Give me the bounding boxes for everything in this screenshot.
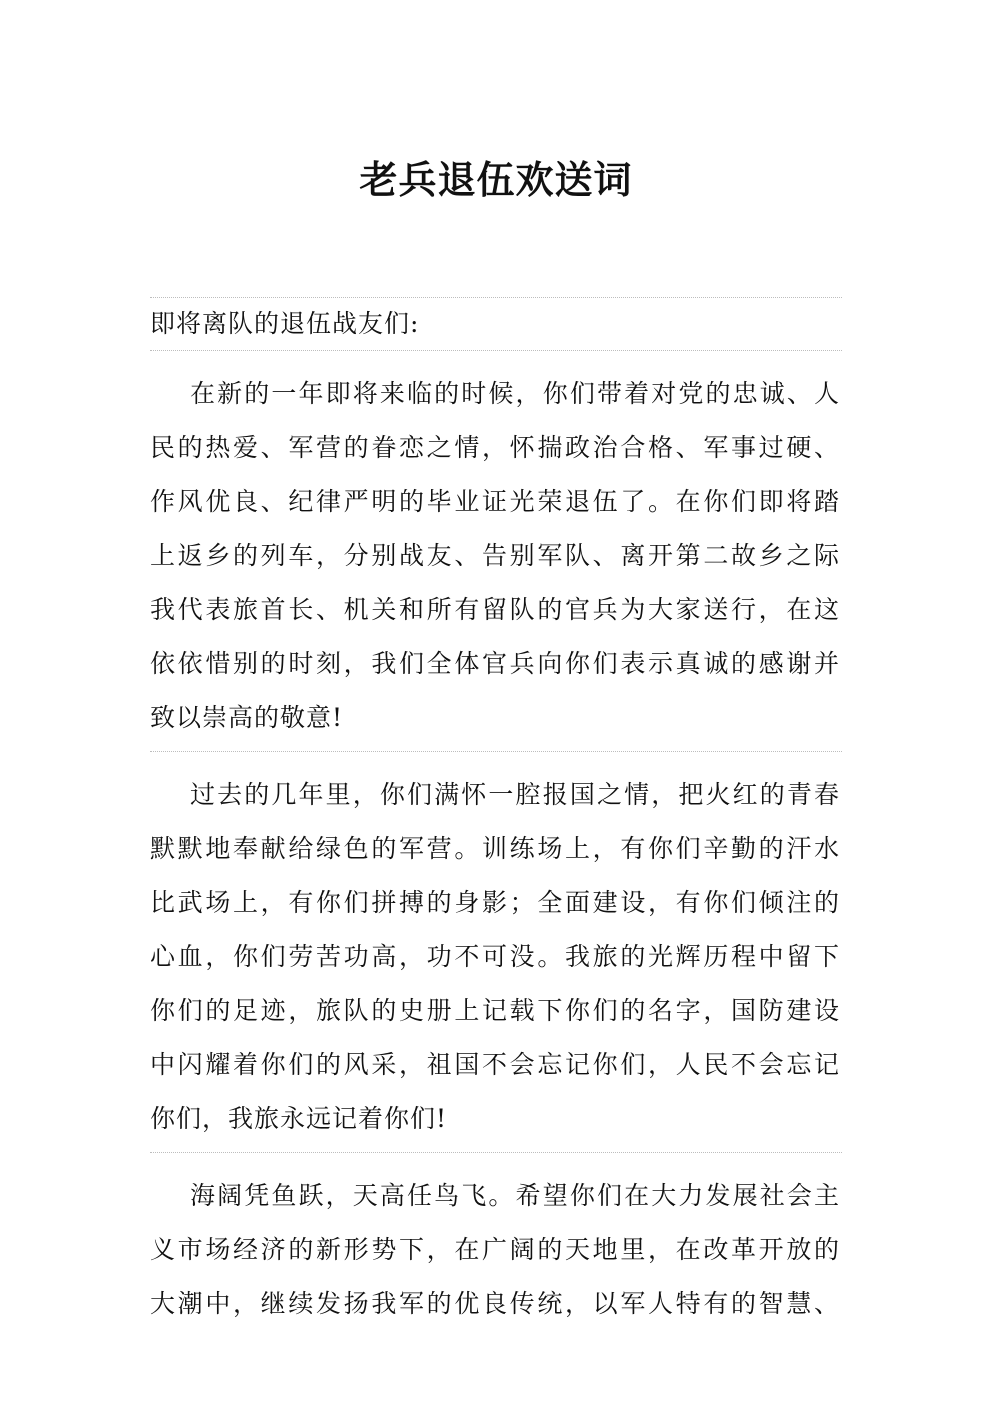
paragraph-line: 比武场上，有你们拼搏的身影；全面建设，有你们倾注的: [150, 888, 840, 917]
paragraph-line: 心血，你们劳苦功高，功不可没。我旅的光辉历程中留下: [150, 942, 840, 971]
paragraph-line: 海阔凭鱼跃，天高任鸟飞。希望你们在大力发展社会主: [190, 1181, 840, 1210]
paragraph: [150, 351, 842, 751]
paragraph-line: 上返乡的列车，分别战友、告别军队、离开第二故乡之际: [150, 541, 840, 570]
paragraph-line: 依依惜别的时刻，我们全体官兵向你们表示真诚的感谢并: [150, 649, 840, 678]
document-title: 老兵退伍欢送词: [359, 157, 633, 202]
salutation: 即将离队的退伍战友们:: [150, 309, 420, 338]
paragraph-line: 你们的足迹，旅队的史册上记载下你们的名字，国防建设: [150, 996, 840, 1025]
paragraph-line: 你们，我旅永远记着你们!: [150, 1104, 448, 1133]
paragraph: [150, 752, 842, 1152]
paragraph-line: 义市场经济的新形势下，在广阔的天地里，在改革开放的: [150, 1235, 840, 1264]
paragraph-line: 作风优良、纪律严明的毕业证光荣退伍了。在你们即将踏: [150, 487, 840, 516]
paragraph-line: 我代表旅首长、机关和所有留队的官兵为大家送行，在这: [150, 595, 840, 624]
paragraph-line: 中闪耀着你们的风采，祖国不会忘记你们，人民不会忘记: [150, 1050, 840, 1079]
document-body: [150, 297, 842, 1345]
paragraph-line: 默默地奉献给绿色的军营。训练场上，有你们辛勤的汗水: [150, 834, 840, 863]
paragraph-line: 致以崇高的敬意!: [150, 703, 344, 732]
paragraph-line: 民的热爱、军营的眷恋之情，怀揣政治合格、军事过硬、: [150, 433, 840, 462]
paragraph-line: 过去的几年里，你们满怀一腔报国之情，把火红的青春: [190, 780, 840, 809]
paragraph: [150, 1153, 842, 1345]
paragraph-line: 大潮中，继续发扬我军的优良传统，以军人特有的智慧、: [150, 1289, 840, 1318]
paragraph-line: 在新的一年即将来临的时候，你们带着对党的忠诚、人: [190, 379, 840, 408]
